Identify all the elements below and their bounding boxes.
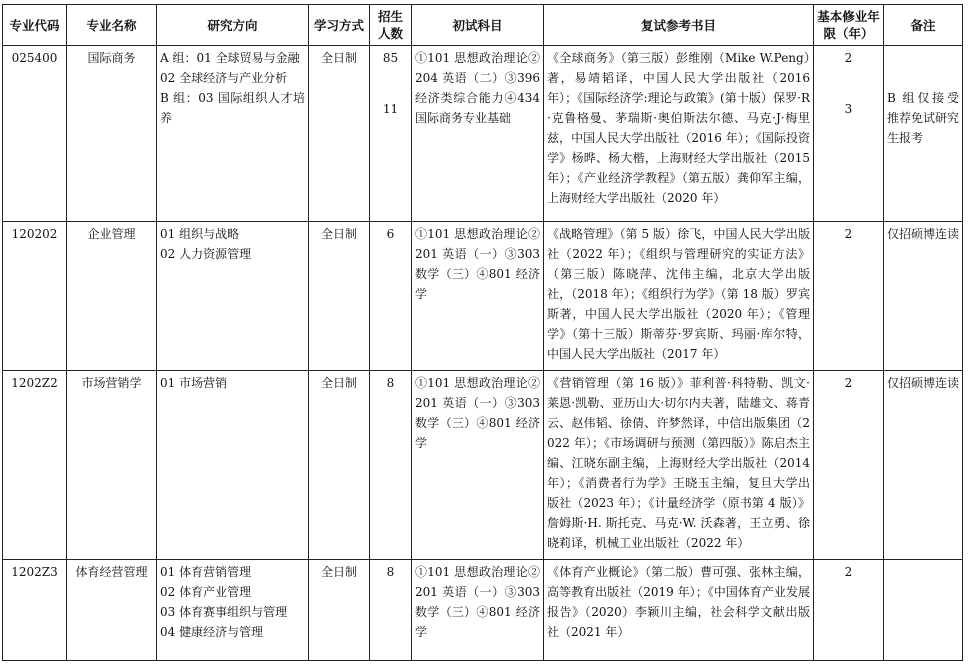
table-row [3, 222, 963, 371]
direction-item: 01 组织与战略 [160, 227, 240, 241]
cell-code: 1202Z2 [3, 371, 67, 560]
header-code: 专业代码 [3, 5, 67, 46]
cell-name: 市场营销学 [67, 371, 157, 560]
direction-item: 02 人力资源管理 [160, 247, 252, 261]
cell-direction [157, 222, 309, 371]
program-table [2, 4, 963, 661]
header-exam: 初试科目 [412, 5, 544, 46]
cell-enroll: 6 [370, 222, 412, 371]
cell-mode: 全日制 [309, 46, 370, 222]
table-row [3, 560, 963, 661]
enroll-group-b: 11 [382, 102, 399, 116]
cell-books: 《体育产业概论》（第二版）曹可强、张林主编，高等教育出版社（2019 年）；《中国体育产业发展报告》（2020）李颖川主编，社会科学文献出版社（2021 年） [544, 560, 814, 661]
cell-code: 1202Z3 [3, 560, 67, 661]
cell-mode: 全日制 [309, 560, 370, 661]
cell-years [814, 46, 884, 222]
cell-exam: ①101 思想政治理论②201 英语（一）③303 数学（三）④801 经济学 [412, 371, 544, 560]
cell-years: 2 [814, 222, 884, 371]
cell-remark [884, 46, 963, 222]
cell-enroll [370, 46, 412, 222]
cell-enroll: 8 [370, 371, 412, 560]
cell-exam: ①101 思想政治理论②201 英语（一）③303 数学（三）④801 经济学 [412, 222, 544, 371]
direction-item: 02 全球经济与产业分析 [160, 71, 288, 85]
header-mode: 学习方式 [309, 5, 370, 46]
cell-mode: 全日制 [309, 371, 370, 560]
remark-text: B 组仅接受推荐免试研究生报考 [887, 91, 960, 145]
cell-code: 025400 [3, 46, 67, 222]
header-enroll: 招生人数 [370, 5, 412, 46]
header-direction: 研究方向 [157, 5, 309, 46]
cell-mode: 全日制 [309, 222, 370, 371]
direction-item: 03 体育赛事组织与管理 [160, 605, 288, 619]
cell-exam: ①101 思想政治理论②204 英语（二）③396 经济类综合能力④434 国际商务专业基础 [412, 46, 544, 222]
table-row [3, 46, 963, 222]
cell-direction [157, 371, 309, 560]
header-row [3, 5, 963, 46]
cell-remark: 仅招硕博连读 [884, 222, 963, 371]
direction-item: 01 体育营销管理 [160, 565, 252, 579]
cell-direction [157, 560, 309, 661]
direction-item: 01 市场营销 [160, 376, 228, 390]
cell-remark [884, 560, 963, 661]
cell-direction [157, 46, 309, 222]
cell-exam: ①101 思想政治理论②201 英语（一）③303 数学（三）④801 经济学 [412, 560, 544, 661]
direction-item: 02 体育产业管理 [160, 585, 252, 599]
table-row [3, 371, 963, 560]
direction-item: A 组：01 全球贸易与金融 [160, 51, 300, 65]
cell-years: 2 [814, 560, 884, 661]
direction-item: B 组：03 国际组织人才培养 [160, 91, 305, 125]
header-remark: 备注 [884, 5, 963, 46]
direction-item: 04 健康经济与管理 [160, 625, 264, 639]
header-name: 专业名称 [67, 5, 157, 46]
header-years: 基本修业年限（年） [814, 5, 884, 46]
cell-code: 120202 [3, 222, 67, 371]
enroll-group-a: 85 [382, 51, 399, 65]
cell-books: 《营销管理（第 16 版）》菲利普·科特勒、凯文·莱恩·凯勒、亚历山大·切尔内夫著，陆雄文、蒋青云、赵伟韬、徐倩、许梦然译，中信出版集团（2022 年）；《市场调研与预测（第四版）》陈启杰主编、江晓东副主编，上海财经大学出版社（2014 年）；《消费者行为学》王晓玉主编，复旦大学出版社（2023 年）；《计量经济学（原书第 4 版）》詹姆斯·H. 斯托克、马克·W. 沃森著，王立勇、徐晓莉译，机械工业出版社（2022 年） [544, 371, 814, 560]
years-group-a: 2 [844, 51, 853, 65]
cell-name: 体育经营管理 [67, 560, 157, 661]
years-group-b: 3 [844, 102, 853, 116]
cell-books: 《战略管理》（第 5 版）徐飞，中国人民大学出版社（2022 年）；《组织与管理研究的实证方法》（第三版）陈晓萍、沈伟主编，北京大学出版社，（2018 年）；《组织行为学》（第 18 版）罗宾斯著，中国人民大学出版社（2020 年）；《管理学》（第十三版）斯蒂芬·罗宾斯、玛丽·库尔特，中国人民大学出版社（2017 年） [544, 222, 814, 371]
cell-books: 《全球商务》（第三版）彭维刚（Mike W.Peng）著，易靖韬译，中国人民大学出版社（2016 年）；《国际经济学:理论与政策》(第十版）保罗·R·克鲁格曼、茅瑞斯·奥伯斯法尔德、马克·J·梅里兹，中国人民大学出版社（2016 年）；《国际投资学》杨晔、杨大楷，上海财经大学出版社（2015 年）；《产业经济学教程》（第五版）龚仰军主编，上海财经大学出版社（2020 年） [544, 46, 814, 222]
cell-years: 2 [814, 371, 884, 560]
cell-name: 企业管理 [67, 222, 157, 371]
cell-enroll: 8 [370, 560, 412, 661]
cell-remark: 仅招硕博连读 [884, 371, 963, 560]
cell-name: 国际商务 [67, 46, 157, 222]
header-books: 复试参考书目 [544, 5, 814, 46]
